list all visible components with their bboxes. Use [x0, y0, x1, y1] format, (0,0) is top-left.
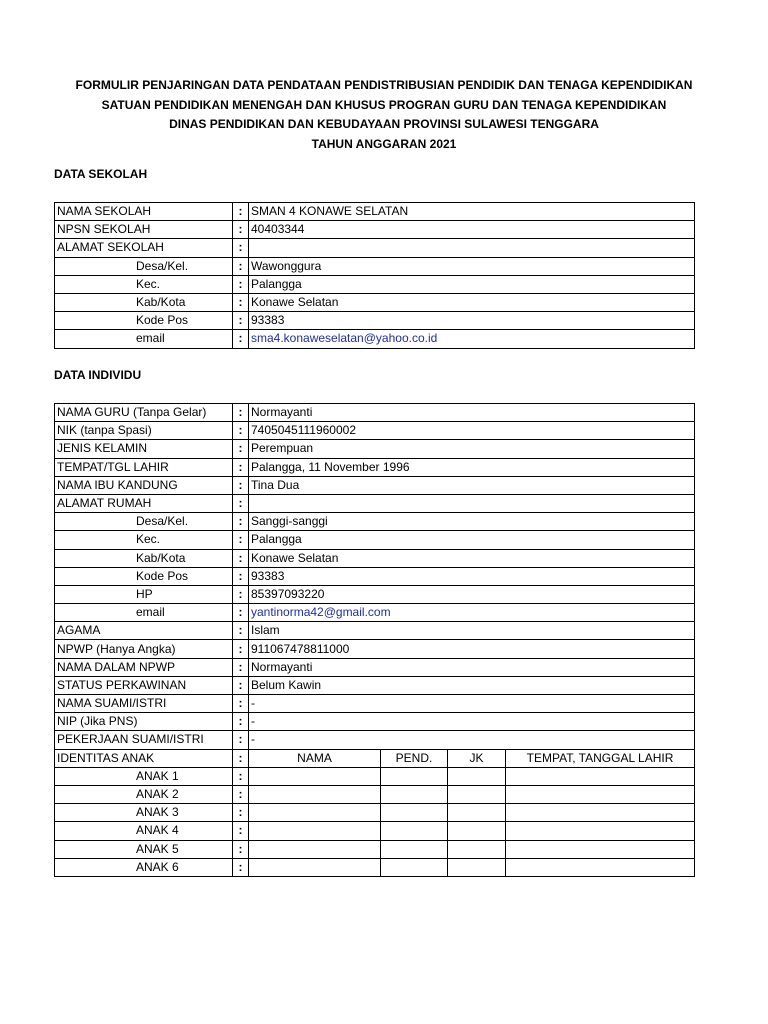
- anak-row: [55, 858, 695, 876]
- value-email-link[interactable]: yantinorma42@gmail.com: [249, 604, 695, 622]
- colon: :: [233, 785, 249, 803]
- row-label: STATUS PERKAWINAN: [55, 676, 233, 694]
- colon: :: [233, 749, 249, 767]
- value-status-perkawinan[interactable]: Belum Kawin: [249, 676, 695, 694]
- anak-ttl-cell[interactable]: [506, 858, 695, 876]
- anak-nama-cell[interactable]: [249, 840, 381, 858]
- value-kab[interactable]: Konawe Selatan: [249, 549, 695, 567]
- table-row: [55, 476, 695, 494]
- value-nama-npwp[interactable]: Normayanti: [249, 658, 695, 676]
- header-line-2: SATUAN PENDIDIKAN MENENGAH DAN KHUSUS PROGRAN GURU DAN TENAGA KEPENDIDIKAN: [101, 97, 667, 112]
- value-alamat-sekolah[interactable]: [249, 239, 695, 257]
- row-label: NIK (tanpa Spasi): [55, 422, 233, 440]
- anak-nama-cell[interactable]: [249, 785, 381, 803]
- row-label: NIP (Jika PNS): [55, 713, 233, 731]
- anak-ttl-cell[interactable]: [506, 840, 695, 858]
- row-label: TEMPAT/TGL LAHIR: [55, 458, 233, 476]
- anak-label: ANAK 1: [55, 767, 233, 785]
- colon: :: [233, 422, 249, 440]
- colon: :: [233, 767, 249, 785]
- anak-pend-cell[interactable]: [381, 767, 448, 785]
- header-line-3: DINAS PENDIDIKAN DAN KEBUDAYAAN PROVINSI SULAWESI TENGGARA: [169, 117, 599, 131]
- colon: :: [233, 695, 249, 713]
- anak-pend-cell[interactable]: [381, 858, 448, 876]
- colon: :: [233, 604, 249, 622]
- colon: :: [233, 203, 249, 221]
- colon: :: [233, 585, 249, 603]
- row-label: Desa/Kel.: [55, 257, 233, 275]
- value-nama-guru[interactable]: Normayanti: [249, 404, 695, 422]
- colon: :: [233, 858, 249, 876]
- table-row: [55, 203, 695, 221]
- anak-jk-cell[interactable]: [448, 785, 506, 803]
- value-email-link[interactable]: sma4.konaweselatan@yahoo.co.id: [249, 330, 695, 348]
- row-label: NAMA GURU (Tanpa Gelar): [55, 404, 233, 422]
- section-title-sekolah: DATA SEKOLAH: [54, 167, 148, 181]
- anak-pend-cell[interactable]: [381, 840, 448, 858]
- colon: :: [233, 822, 249, 840]
- anak-row: [55, 840, 695, 858]
- header-line-4: TAHUN ANGGARAN 2021: [311, 136, 457, 151]
- value-alamat-rumah[interactable]: [249, 494, 695, 512]
- anak-jk-cell[interactable]: [448, 840, 506, 858]
- anak-header-row: [55, 749, 695, 767]
- table-row: [55, 404, 695, 422]
- table-row: [55, 239, 695, 257]
- anak-row: [55, 767, 695, 785]
- value-nip[interactable]: -: [249, 713, 695, 731]
- row-label: email: [55, 604, 233, 622]
- table-row: [55, 585, 695, 603]
- anak-row: [55, 804, 695, 822]
- row-label: PEKERJAAN SUAMI/ISTRI: [55, 731, 233, 749]
- value-jenis-kelamin[interactable]: Perempuan: [249, 440, 695, 458]
- anak-ttl-cell[interactable]: [506, 804, 695, 822]
- colon: :: [233, 676, 249, 694]
- colon: :: [233, 549, 249, 567]
- colon: :: [233, 840, 249, 858]
- colon: :: [233, 293, 249, 311]
- colon: :: [233, 239, 249, 257]
- column-header-pend: PEND.: [381, 749, 448, 767]
- value-ibu-kandung[interactable]: Tina Dua: [249, 476, 695, 494]
- anak-nama-cell[interactable]: [249, 858, 381, 876]
- colon: :: [233, 658, 249, 676]
- value-nama-suami-istri[interactable]: -: [249, 695, 695, 713]
- value-desa[interactable]: Sanggi-sanggi: [249, 513, 695, 531]
- anak-label: ANAK 4: [55, 822, 233, 840]
- row-label: NAMA SUAMI/ISTRI: [55, 695, 233, 713]
- row-label: AGAMA: [55, 622, 233, 640]
- anak-ttl-cell[interactable]: [506, 822, 695, 840]
- value-pekerjaan-suami-istri[interactable]: -: [249, 731, 695, 749]
- table-row: [55, 275, 695, 293]
- colon: :: [233, 713, 249, 731]
- row-label: JENIS KELAMIN: [55, 440, 233, 458]
- value-kec[interactable]: Palangga: [249, 531, 695, 549]
- row-label: NAMA IBU KANDUNG: [55, 476, 233, 494]
- colon: :: [233, 731, 249, 749]
- anak-label: ANAK 6: [55, 858, 233, 876]
- table-row: [55, 312, 695, 330]
- colon: :: [233, 804, 249, 822]
- value-nama-sekolah[interactable]: SMAN 4 KONAWE SELATAN: [249, 203, 695, 221]
- anak-pend-cell[interactable]: [381, 822, 448, 840]
- anak-nama-cell[interactable]: [249, 804, 381, 822]
- table-row: [55, 676, 695, 694]
- row-label: NPSN SEKOLAH: [55, 221, 233, 239]
- value-hp[interactable]: 85397093220: [249, 585, 695, 603]
- header-line-1: FORMULIR PENJARINGAN DATA PENDATAAN PENDISTRIBUSIAN PENDIDIK DAN TENAGA KEPENDIDIKAN: [75, 78, 693, 92]
- anak-pend-cell[interactable]: [381, 785, 448, 803]
- colon: :: [233, 221, 249, 239]
- value-kec[interactable]: Palangga: [249, 275, 695, 293]
- form-header: [0, 76, 768, 154]
- anak-jk-cell[interactable]: [448, 822, 506, 840]
- colon: :: [233, 567, 249, 585]
- table-row: [55, 604, 695, 622]
- value-ttl[interactable]: Palangga, 11 November 1996: [249, 458, 695, 476]
- anak-jk-cell[interactable]: [448, 804, 506, 822]
- table-row: [55, 622, 695, 640]
- value-kab[interactable]: Konawe Selatan: [249, 293, 695, 311]
- row-label: Kec.: [55, 531, 233, 549]
- table-row: [55, 713, 695, 731]
- colon: :: [233, 640, 249, 658]
- table-row: [55, 494, 695, 512]
- anak-nama-cell[interactable]: [249, 767, 381, 785]
- table-row: [55, 531, 695, 549]
- table-row: [55, 330, 695, 348]
- colon: :: [233, 458, 249, 476]
- table-row: [55, 422, 695, 440]
- anak-row: [55, 822, 695, 840]
- table-row: [55, 257, 695, 275]
- anak-jk-cell[interactable]: [448, 858, 506, 876]
- colon: :: [233, 494, 249, 512]
- value-npsn[interactable]: 40403344: [249, 221, 695, 239]
- anak-label: ANAK 5: [55, 840, 233, 858]
- value-agama[interactable]: Islam: [249, 622, 695, 640]
- value-kodepos[interactable]: 93383: [249, 567, 695, 585]
- value-nik[interactable]: 7405045111960002: [249, 422, 695, 440]
- row-label: Kode Pos: [55, 567, 233, 585]
- row-label: Kode Pos: [55, 312, 233, 330]
- colon: :: [233, 257, 249, 275]
- column-header-ttl: TEMPAT, TANGGAL LAHIR: [506, 749, 695, 767]
- table-row: [55, 695, 695, 713]
- colon: :: [233, 312, 249, 330]
- colon: :: [233, 404, 249, 422]
- anak-ttl-cell[interactable]: [506, 767, 695, 785]
- table-row: [55, 440, 695, 458]
- colon: :: [233, 476, 249, 494]
- table-row: [55, 640, 695, 658]
- value-npwp[interactable]: 911067478811000: [249, 640, 695, 658]
- table-row: [55, 221, 695, 239]
- anak-label: ANAK 3: [55, 804, 233, 822]
- table-data-individu: [54, 403, 695, 877]
- colon: :: [233, 440, 249, 458]
- table-row: [55, 458, 695, 476]
- row-label: Kec.: [55, 275, 233, 293]
- row-label: IDENTITAS ANAK: [55, 749, 233, 767]
- table-data-sekolah: [54, 202, 695, 349]
- value-kodepos[interactable]: 93383: [249, 312, 695, 330]
- row-label: NAMA DALAM NPWP: [55, 658, 233, 676]
- colon: :: [233, 330, 249, 348]
- anak-nama-cell[interactable]: [249, 822, 381, 840]
- table-row: [55, 513, 695, 531]
- row-label: Kab/Kota: [55, 293, 233, 311]
- row-label: HP: [55, 585, 233, 603]
- section-title-individu: DATA INDIVIDU: [54, 368, 142, 382]
- value-desa[interactable]: Wawonggura: [249, 257, 695, 275]
- anak-row: [55, 785, 695, 803]
- row-label: Kab/Kota: [55, 549, 233, 567]
- row-label: Desa/Kel.: [55, 513, 233, 531]
- row-label: NPWP (Hanya Angka): [55, 640, 233, 658]
- row-label: ALAMAT SEKOLAH: [55, 239, 233, 257]
- column-header-nama: NAMA: [249, 749, 381, 767]
- colon: :: [233, 513, 249, 531]
- colon: :: [233, 275, 249, 293]
- colon: :: [233, 622, 249, 640]
- table-row: [55, 549, 695, 567]
- table-row: [55, 658, 695, 676]
- table-row: [55, 567, 695, 585]
- row-label: ALAMAT RUMAH: [55, 494, 233, 512]
- colon: :: [233, 531, 249, 549]
- anak-label: ANAK 2: [55, 785, 233, 803]
- anak-jk-cell[interactable]: [448, 767, 506, 785]
- anak-ttl-cell[interactable]: [506, 785, 695, 803]
- anak-pend-cell[interactable]: [381, 804, 448, 822]
- table-row: [55, 293, 695, 311]
- table-row: [55, 731, 695, 749]
- column-header-jk: JK: [448, 749, 506, 767]
- row-label: email: [55, 330, 233, 348]
- row-label: NAMA SEKOLAH: [55, 203, 233, 221]
